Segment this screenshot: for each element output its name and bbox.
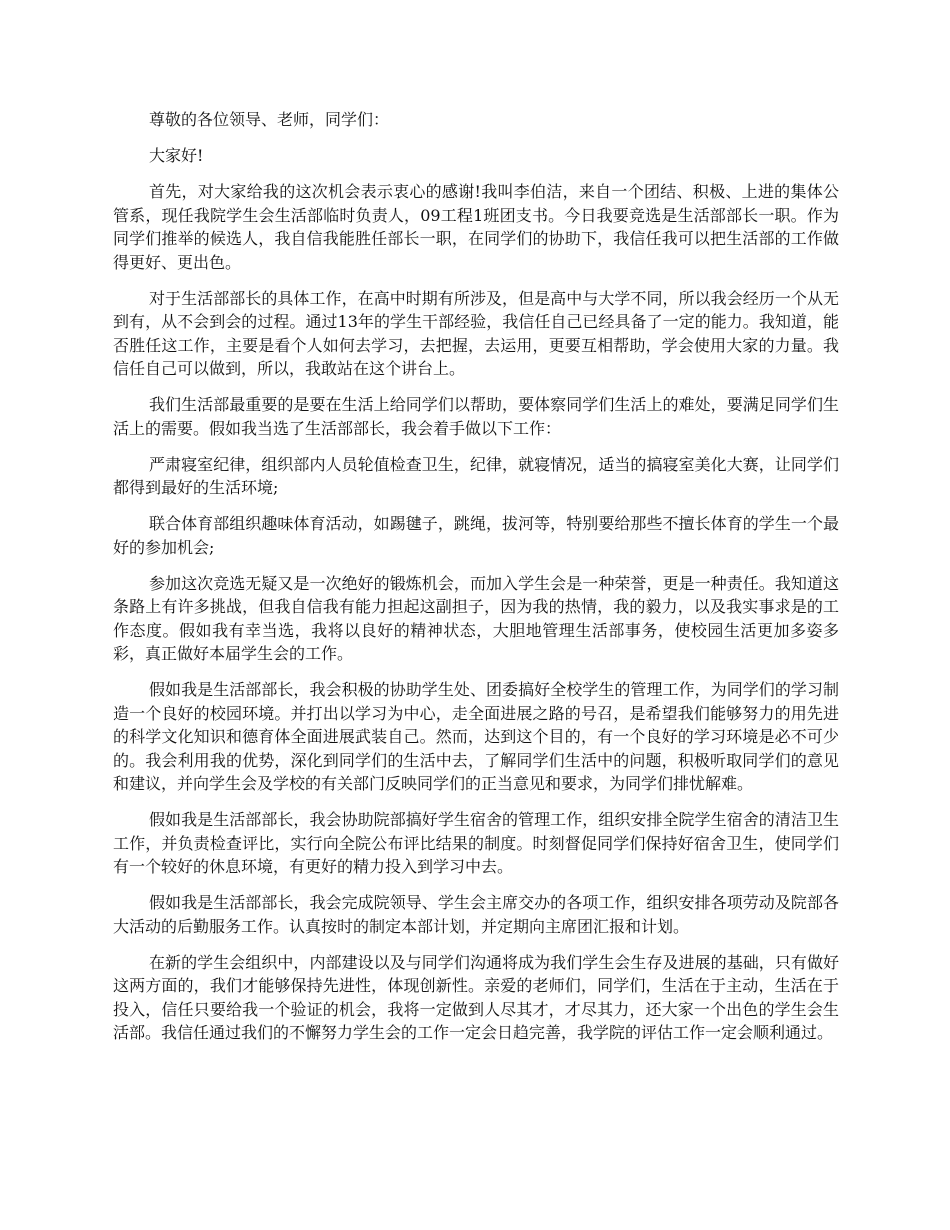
document-body: [113, 108, 839, 1057]
paragraph-introduction: 首先，对大家给我的这次机会表示衷心的感谢!我叫李伯洁，来自一个团结、积极、上进的集体公管系，现任我院学生会生活部临时负责人，09工程1班团支书。今日我要竞选是生活部部长一职。作为同学们推举的候选人，我自信我能胜任部长一职，在同学们的协助下，我信任我可以把生活部的工作做得更好、更出色。: [113, 182, 839, 272]
greeting: 大家好!: [149, 146, 204, 165]
paragraph-experience: 对于生活部部长的具体工作，在高中时期有所涉及，但是高中与大学不同，所以我会经历一个从无到有，从不会到会的过程。通过13年的学生干部经验，我信任自己已经具备了一定的能力。我知道，能否胜任这工作，主要是看个人如何去学习，去把握，去运用，更要互相帮助，学会使用大家的力量。我信任自己可以做到，所以，我敢站在这个讲台上。: [113, 288, 839, 378]
paragraph-plan-intro: 我们生活部最重要的是要在生活上给同学们以帮助，要体察同学们生活上的难处，要满足同学们生活上的需要。假如我当选了生活部部长，我会着手做以下工作：: [113, 395, 839, 438]
paragraph-conclusion: 在新的学生会组织中，内部建设以及与同学们沟通将成为我们学生会生存及进展的基础，只有做好这两方面的，我们才能够保持先进性，体现创新性。亲爱的老师们，同学们，生活在于主动，生活在于投入，信任只要给我一个验证的机会，我将一定做到人尽其才，才尽其力，还大家一个出色的学生会生活部。我信任通过我们的不懈努力学生会的工作一定会日趋完善，我学院的评估工作一定会顺利通过。: [113, 952, 839, 1042]
paragraph-dorm-discipline: 严肃寝室纪律，组织部内人员轮值检查卫生，纪律，就寝情况，适当的搞寝室美化大赛，让同学们都得到最好的生活环境;: [113, 454, 839, 497]
paragraph-dorm-management: 假如我是生活部部长，我会协助院部搞好学生宿舍的管理工作，组织安排全院学生宿舍的清洁卫生工作，并负责检查评比，实行向全院公布评比结果的制度。时刻督促同学们保持好宿舍卫生，使同学们有一个较好的休息环境，有更好的精力投入到学习中去。: [113, 810, 839, 876]
paragraph-sports-activities: 联合体育部组织趣味体育活动，如踢毽子，跳绳，拔河等，特别要给那些不擅长体育的学生一个最好的参加机会;: [113, 514, 839, 557]
paragraph-logistics: 假如我是生活部部长，我会完成院领导、学生会主席交办的各项工作，组织安排各项劳动及院部各大活动的后勤服务工作。认真按时的制定本部计划，并定期向主席团汇报和计划。: [113, 893, 839, 936]
paragraph-campus-environment: 假如我是生活部部长，我会积极的协助学生处、团委搞好全校学生的管理工作，为同学们的学习制造一个良好的校园环境。并打出以学习为中心，走全面进展之路的号召，是希望我们能够努力的用先进的科学文化知识和德育体全面进展武装自己。然而，达到这个目的，有一个良好的学习环境是必不可少的。我会利用我的优势，深化到同学们的生活中去，了解同学们生活中的问题，积极听取同学们的意见和建议，并向学生会及学校的有关部门反映同学们的正当意见和要求，为同学们排忧解难。: [113, 680, 839, 793]
paragraph-responsibility: 参加这次竞选无疑又是一次绝好的锻炼机会，而加入学生会是一种荣誉，更是一种责任。我知道这条路上有许多挑战，但我自信我有能力担起这副担子，因为我的热情，我的毅力，以及我实事求是的工作态度。假如我有幸当选，我将以良好的精神状态，大胆地管理生活部事务，使校园生活更加多姿多彩，真正做好本届学生会的工作。: [113, 573, 839, 663]
salutation: 尊敬的各位领导、老师，同学们：: [149, 110, 390, 129]
